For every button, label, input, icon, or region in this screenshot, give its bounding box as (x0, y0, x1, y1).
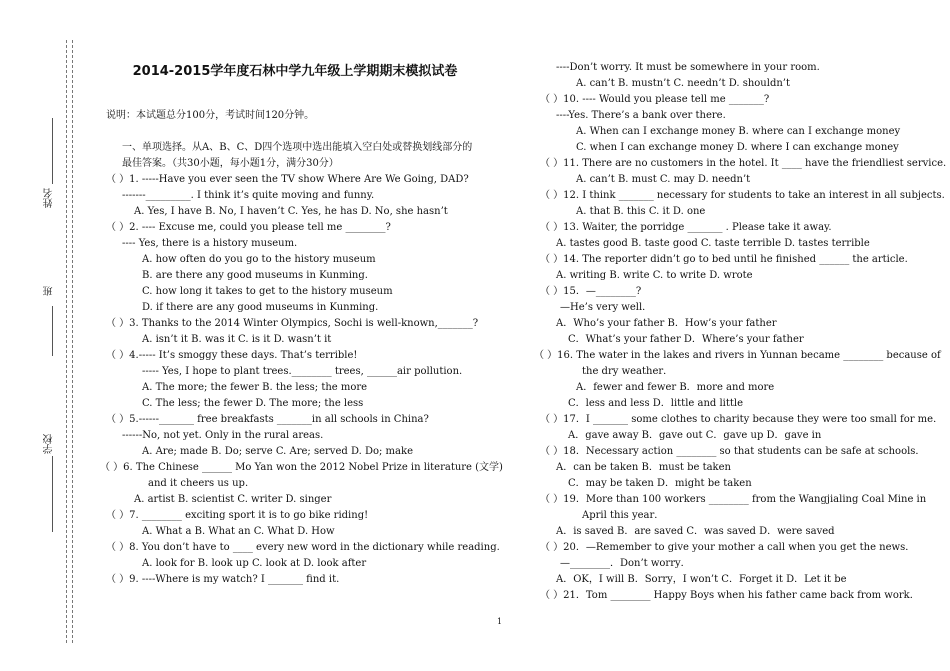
options-7: A. What a B. What an C. What D. How (142, 526, 335, 537)
school-label: 学校 (44, 434, 55, 454)
question-8: （ ）8. You don’t have to ____ every new word in the dictionary while reading. (106, 542, 500, 553)
question-12: （ ）12. I think _______ necessary for students to take an interest in all subjects. (540, 190, 945, 201)
class-blank (52, 306, 53, 356)
question-4: （ ）4.----- It’s smoggy these days. That’s terrible! (106, 350, 358, 361)
options-15a: A．Who’s your father B．How’s your father (556, 318, 777, 329)
right-column (534, 60, 947, 604)
options-8: A. look for B. look up C. look at D. look after (142, 558, 367, 569)
question-19-cont: April this year． (582, 510, 665, 521)
question-16: （ ）16. The water in the lakes and rivers in Yunnan became ________ because of (534, 350, 941, 361)
school-blank (52, 456, 53, 532)
answer-line: ---- Yes, there is a history museum. (122, 238, 298, 249)
options-16a: A．fewer and fewer B．more and more (576, 382, 775, 393)
question-10: （ ）10. ---- Would you please tell me _______? (540, 94, 770, 105)
option-b: B. are there any good museums in Kunming. (142, 270, 368, 281)
options-4b: C. The less; the fewer D. The more; the less (142, 398, 364, 409)
question-16-cont: the dry weather． (582, 366, 674, 377)
class-label: 班 (44, 286, 55, 296)
question-7: （ ）7. ________ exciting sport it is to go bike riding! (106, 510, 369, 521)
option-d: D. if there are any good museums in Kunming. (142, 302, 379, 313)
options-17: A．gave away B．gave out C．gave up D．gave in (568, 430, 822, 441)
question-13: （ ）13. Waiter, the porridge _______ . Please take it away. (540, 222, 832, 233)
section-intro: 一、单项选择。从A、B、C、D四个选项中选出能填入空白处或替换划线部分的最佳答案。（共30小题，每小题1分，满分30分） (122, 142, 473, 169)
options-6: A. artist B. scientist C. writer D. singer (134, 494, 332, 505)
answer-line: ----Don’t worry. It must be somewhere in your room. (556, 62, 820, 73)
options-1: A. Yes, I have B. No, I haven’t C. Yes, he has D. No, she hasn’t (134, 206, 448, 217)
options-20: A．OK，I will B．Sorry，I won’t C．Forget it D．Let it be (556, 574, 847, 585)
options-3: A. isn’t it B. was it C. is it D. wasn’t it (142, 334, 332, 345)
options-13: A. tastes good B. taste good C. taste terrible D. tastes terrible (556, 238, 870, 249)
options-12: A. that B. this C. it D. one (576, 206, 706, 217)
options-19: A．is saved B．are saved C．was saved D．were saved (556, 526, 835, 537)
binding-dashed-line (66, 40, 67, 643)
question-17: （ ）17．I _______ some clothes to charity because they were too small for me． (540, 414, 944, 425)
exam-title: 2014-2015学年度石林中学九年级上学期期末模拟试卷 (132, 64, 458, 79)
question-14: （ ）14. The reporter didn’t go to bed until he finished ______ the article. (540, 254, 908, 265)
question-9: （ ）9. ----Where is my watch? I _______ find it. (106, 574, 340, 585)
options-10a: A. When can I exchange money B. where can I exchange money (576, 126, 901, 137)
question-20: （ ）20．—Remember to give your mother a call when you get the news． (540, 542, 916, 553)
answer-line: ----- Yes, I hope to plant trees.________ trees, ______air pollution. (142, 366, 463, 377)
options-5: A. Are; made B. Do; serve C. Are; served D. Do; make (142, 446, 413, 457)
question-11: （ ）11. There are no customers in the hotel. It ____ have the friendliest service. (540, 158, 947, 169)
options-11: A. can’t B. must C. may D. needn’t (576, 174, 751, 185)
question-3: （ ）3. Thanks to the 2014 Winter Olympics, Sochi is well-known,_______? (106, 318, 479, 329)
question-5: （ ）5.------_______ free breakfasts _______in all schools in China? (106, 414, 429, 425)
question-18: （ ）18．Necessary action ________ so that students can be safe at schools． (540, 446, 926, 457)
question-19: （ ）19．More than 100 workers ________ from the Wangjialing Coal Mine in (540, 494, 927, 505)
question-15: （ ）15．—________? (540, 286, 642, 297)
page-number: 1 (497, 617, 503, 626)
answer-line: -------_________. I think it’s quite moving and funny. (122, 190, 375, 201)
options-4a: A. The more; the fewer B. the less; the more (142, 382, 368, 393)
options-18b: C．may be taken D．might be taken (568, 478, 752, 489)
binding-margin (0, 0, 90, 671)
options-9: A. can’t B. mustn’t C. needn’t D. shouldn’t (576, 78, 790, 89)
question-1: （ ）1. -----Have you ever seen the TV show Where Are We Going, DAD? (106, 174, 469, 185)
option-c: C. how long it takes to get to the history museum (142, 286, 393, 297)
left-column (100, 64, 503, 588)
answer-line: ----Yes. There’s a bank over there. (556, 110, 726, 121)
options-15b: C．What’s your father D．Where’s your father (568, 334, 804, 345)
name-blank (52, 118, 53, 184)
binding-dashed-line (72, 40, 73, 643)
options-18a: A．can be taken B．must be taken (556, 462, 731, 473)
question-2: （ ）2. ---- Excuse me, could you please tell me ________? (106, 222, 391, 233)
question-21: （ ）21．Tom ________ Happy Boys when his father came back from work． (540, 590, 920, 601)
exam-note: 说明：本试题总分100分，考试时间120分钟。 (106, 110, 315, 121)
question-6: （ ）6. The Chinese ______ Mo Yan won the 2012 Nobel Prize in literature (文学) (100, 462, 503, 473)
name-label: 姓名 (44, 188, 55, 208)
options-16b: C．less and less D．little and little (568, 398, 744, 409)
option-a: A. how often do you go to the history museum (142, 254, 376, 265)
options-14: A. writing B. write C. to write D. wrote (556, 270, 753, 281)
question-6-cont: and it cheers us up. (148, 478, 249, 489)
answer-line: —He’s very well． (560, 302, 653, 313)
options-10b: C. when I can exchange money D. where I can exchange money (576, 142, 899, 153)
answer-line: —________．Don’t worry． (560, 558, 691, 569)
answer-line: ------No, not yet. Only in the rural areas. (122, 430, 324, 441)
